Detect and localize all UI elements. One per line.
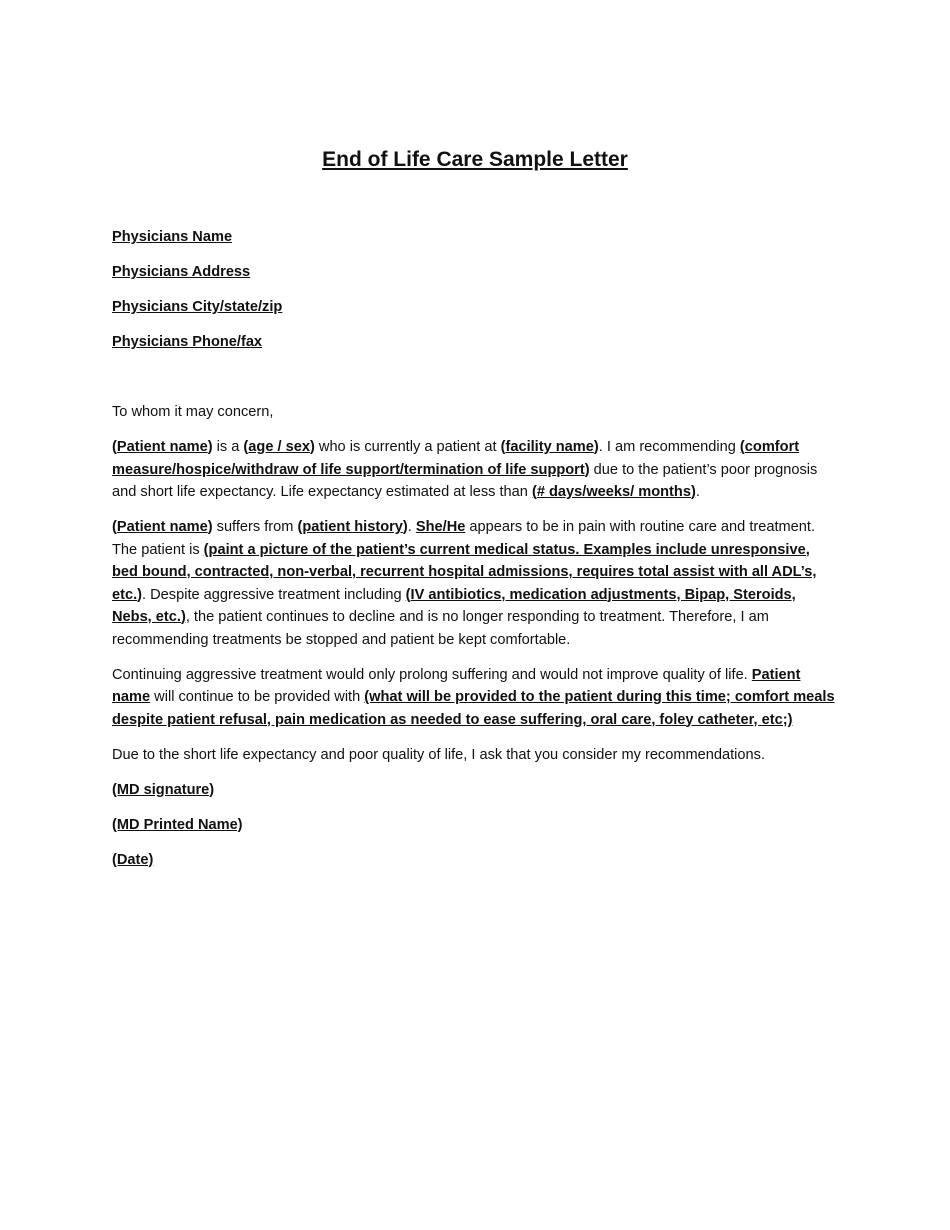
text-who-is: who is currently a patient at bbox=[314, 439, 501, 455]
text-due-to: due to the patient’s poor prognosis and short life expectancy. Life expectancy estimated at less than bbox=[112, 461, 818, 500]
physician-address: Physicians Address bbox=[112, 264, 251, 280]
text-suffers-from: suffers from bbox=[212, 519, 298, 535]
physician-name: Physicians Name bbox=[112, 229, 233, 245]
field-days-weeks-months: # days/weeks/ months bbox=[536, 484, 691, 500]
field-she-he: She/He bbox=[415, 519, 466, 535]
text-continuing: Continuing aggressive treatment would only prolong suffering and would not improve quality of life. bbox=[112, 666, 752, 683]
text-will-continue: will continue to be provided with bbox=[150, 689, 365, 705]
field-patient-name: Patient name bbox=[116, 439, 208, 455]
signature-date: (Date) bbox=[112, 851, 154, 868]
field-treatments: IV antibiotics, medication adjustments, Bipap, Steroids, Nebs, etc. bbox=[112, 586, 796, 625]
text-recommending: . I am recommending bbox=[598, 439, 740, 455]
text-despite: . Despite aggressive treatment including bbox=[142, 586, 406, 603]
field-patient-history: patient history bbox=[302, 519, 403, 535]
field-provided-care: (what will be provided to the patient during this time; comfort meals despite patient refusal, pain medication as needed to ease suffering, oral care, foley catheter, etc;) bbox=[112, 689, 835, 728]
field-medical-status: paint a picture of the patient’s current medical status. Examples include unresponsive, bed bound, contracted, non-verbal, recurrent hospital admissions, requires total assist with all ADL’s, etc. bbox=[112, 541, 817, 603]
paragraph-patient-history: (Patient name) suffers from (patient history). She/He appears to be in pain with routine care and treatment. The patient is (paint a picture of the patient’s current medical status. Examples include unresponsive, bed bound, contracted, non-verbal, recurrent hospital admissions, requires total assist with all ADL’s, etc.). Despite aggressive treatment including (IV antibiotics, medication adjustments, Bipap, Steroids, Nebs, etc.), the patient continues to decline and is no longer responding to treatment. Therefore, I am recommending treatments be stopped and patient be kept comfortable. bbox=[112, 519, 817, 648]
physician-phone-fax: Physicians Phone/fax bbox=[112, 334, 263, 350]
field-age-sex: age / sex bbox=[248, 439, 310, 455]
paragraph-continuing-care bbox=[112, 664, 838, 732]
text-end-1: . bbox=[695, 484, 700, 500]
letter-body bbox=[112, 226, 838, 884]
letter-title: End of Life Care Sample Letter bbox=[322, 148, 628, 171]
md-printed-name: (MD Printed Name) bbox=[112, 816, 243, 833]
field-facility-name: facility name bbox=[505, 439, 594, 455]
field-patient-name-3: Patient name bbox=[112, 666, 801, 705]
text-appears: appears to be in pain with routine care and treatment. The patient is bbox=[112, 519, 816, 558]
greeting: To whom it may concern, bbox=[112, 404, 274, 420]
text-is-a: is a bbox=[212, 439, 244, 455]
paragraph-closing: Due to the short life expectancy and poor quality of life, I ask that you consider my recommendations. bbox=[112, 746, 766, 763]
paragraph-patient-intro: (Patient name) is a (age / sex) who is currently a patient at (facility name). I am recommending (comfort measure/hospice/withdraw of life support/termination of life support) due to the patient’s poor prognosis and short life expectancy. Life expectancy estimated at less than (# days/weeks/ months). bbox=[112, 439, 818, 500]
text-gap: . bbox=[407, 519, 416, 535]
text-end-2: , the patient continues to decline and is no longer responding to treatment. Therefore, I am recommending treatments be stopped and patient be kept comfortable. bbox=[112, 609, 769, 648]
md-signature: (MD signature) bbox=[112, 781, 215, 798]
physician-city-state-zip: Physicians City/state/zip bbox=[112, 299, 283, 315]
field-comfort-measure: comfort measure/hospice/withdraw of life support/termination of life support bbox=[112, 439, 800, 478]
field-patient-name-2: Patient name bbox=[116, 519, 208, 535]
